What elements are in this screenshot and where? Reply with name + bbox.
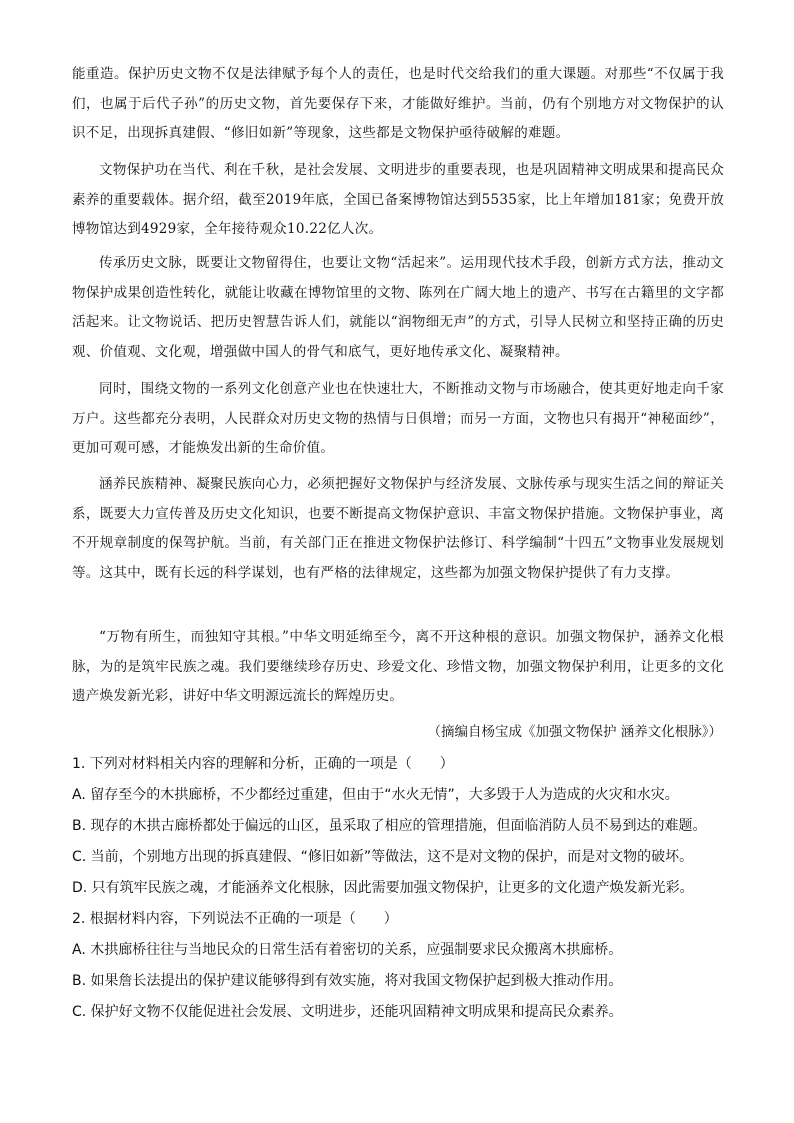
- question-option: C. 当前，个别地方出现的拆真建假、“修旧如新”等做法，这不是对文物的保护，而是对文物的破坏。: [72, 849, 694, 865]
- passage-paragraph-2: 文物保护功在当代、利在千秋，是社会发展、文明进步的重要表现，也是巩固精神文明成果和提高民众素养的重要载体。据介绍，截至2019年底，全国已备案博物馆达到5535家，比上年增加181家；免费开放博物馆达到4929家，全年接待观众10.22亿人次。: [72, 162, 724, 237]
- question-option: A. 木拱廊桥往往与当地民众的日常生活有着密切的关系，应强制要求民众搬离木拱廊桥。: [72, 942, 623, 958]
- question-option: B. 现存的木拱古廊桥都处于偏远的山区，虽采取了相应的管理措施，但面临消防人员不易到达的难题。: [72, 818, 707, 834]
- source-citation: （摘编自杨宝成《加强文物保护 涵养文化根脉》）: [427, 724, 722, 740]
- question-stem: 2. 根据材料内容，下列说法不正确的一项是（ ）: [72, 911, 398, 927]
- passage-paragraph-3: 传承历史文脉，既要让文物留得住，也要让文物“活起来”。运用现代技术手段，创新方式方法，推动文物保护成果创造性转化，就能让收藏在博物馆里的文物、陈列在广阔大地上的遗产、书写在古籍里的文字都活起来。让文物说话、把历史智慧告诉人们，就能以“润物细无声”的方式，引导人民树立和坚持正确的历史观、价值观、文化观，增强做中国人的骨气和底气，更好地传承文化、凝聚精神。: [72, 255, 724, 360]
- question-option: A. 留存至今的木拱廊桥，不少都经过重建，但由于“水火无情”，大多毁于人为造成的火灾和水灾。: [72, 787, 679, 803]
- passage-paragraph-6: “万物有所生，而独知守其根。”中华文明延绵至今，离不开这种根的意识。加强文物保护，涵养文化根脉，为的是筑牢民族之魂。我们要继续珍存历史、珍爱文化、珍惜文物，加强文物保护利用，让更多的文化遗产焕发新光彩，讲好中华文明源远流长的辉煌历史。: [72, 629, 724, 704]
- question-stem: 1. 下列对材料相关内容的理解和分析，正确的一项是（ ）: [72, 756, 454, 772]
- passage-paragraph-4: 同时，围绕文物的一系列文化创意产业也在快速壮大，不断推动文物与市场融合，使其更好地走向千家万户。这些都充分表明，人民群众对历史文物的热情与日俱增；而另一方面，文物也只有揭开“神秘面纱”，更加可观可感，才能焕发出新的生命价值。: [72, 381, 724, 456]
- question-option: D. 只有筑牢民族之魂，才能涵养文化根脉，因此需要加强文物保护，让更多的文化遗产焕发新光彩。: [72, 880, 694, 896]
- question-option: B. 如果詹长法提出的保护建议能够得到有效实施，将对我国文物保护起到极大推动作用。: [72, 973, 623, 989]
- passage-paragraph-1: 能重造。保护历史文物不仅是法律赋予每个人的责任，也是时代交给我们的重大课题。对那些“不仅属于我们，也属于后代子孙”的历史文物，首先要保存下来，才能做好维护。当前，仍有个别地方对文物保护的认识不足，出现拆真建假、“修旧如新”等现象，这些都是文物保护亟待破解的难题。: [72, 66, 724, 141]
- passage-paragraph-5: 涵养民族精神、凝聚民族向心力，必须把握好文物保护与经济发展、文脉传承与现实生活之间的辩证关系，既要大力宣传普及历史文化知识，也要不断提高文物保护意识、丰富文物保护措施。文物保护事业，离不开规章制度的保驾护航。当前，有关部门正在推进文物保护法修订、科学编制“十四五”文物事业发展规划等。这其中，既有长远的科学谋划，也有严格的法律规定，这些都为加强文物保护提供了有力支撑。: [72, 476, 724, 581]
- question-option: C. 保护好文物不仅能促进社会发展、文明进步，还能巩固精神文明成果和提高民众素养。: [72, 1004, 623, 1020]
